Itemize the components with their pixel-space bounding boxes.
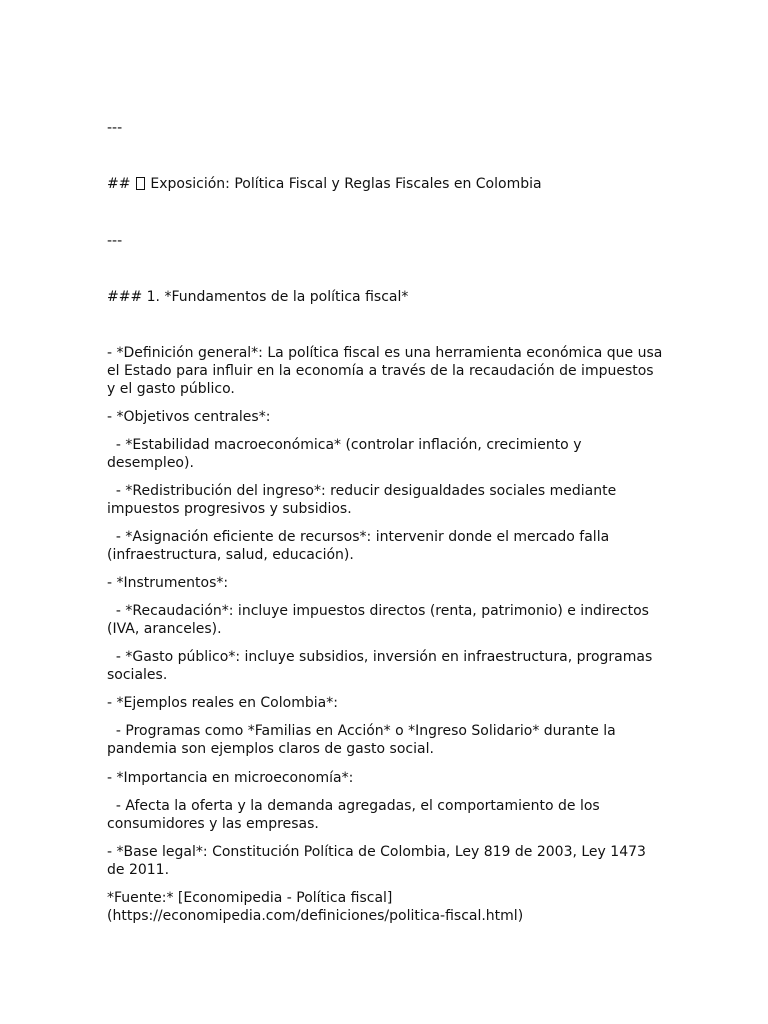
paragraph-redistribucion: - *Redistribución del ingreso*: reducir desigualdades sociales mediante impuestos progresivos y subsidios. — [107, 483, 621, 517]
section-heading — [107, 175, 663, 193]
heading-prefix: ## — [107, 176, 135, 192]
paragraph-recaudacion: - *Recaudación*: incluye impuestos directos (renta, patrimonio) e indirectos (IVA, aranceles). — [107, 603, 654, 637]
heading-text: Exposición: Política Fiscal y Reglas Fiscales en Colombia — [145, 176, 542, 192]
paragraph-definicion-general: - *Definición general*: La política fiscal es una herramienta económica que usa el Estado para influir en la economía a través de la recaudación de impuestos y el gasto público. — [107, 345, 667, 397]
paragraph-programas: - Programas como *Familias en Acción* o *Ingreso Solidario* durante la pandemia son ejemplos claros de gasto social. — [107, 723, 621, 757]
paragraph-importancia: - *Importancia en microeconomía*: — [107, 770, 354, 786]
paragraph-base-legal: - *Base legal*: Constitución Política de Colombia, Ley 819 de 2003, Ley 1473 de 2011. — [107, 844, 651, 878]
paragraph-fuente: *Fuente:* [Economipedia - Política fiscal](https://economipedia.com/definiciones/politica-fiscal.html) — [107, 890, 524, 924]
paragraph-oferta-demanda: - Afecta la oferta y la demanda agregadas, el comportamiento de los consumidores y las empresas. — [107, 798, 605, 832]
separator-line: --- — [107, 233, 123, 249]
paragraph-gasto-publico: - *Gasto público*: incluye subsidios, inversión en infraestructura, programas sociales. — [107, 649, 657, 683]
missing-glyph-icon — [136, 177, 145, 190]
paragraph-instrumentos: - *Instrumentos*: — [107, 575, 229, 591]
separator-line: --- — [107, 120, 123, 136]
paragraph-estabilidad: - *Estabilidad macroeconómica* (controlar inflación, crecimiento y desempleo). — [107, 437, 586, 471]
subsection-heading: ### 1. *Fundamentos de la política fiscal* — [107, 289, 409, 305]
paragraph-objetivos-centrales: - *Objetivos centrales*: — [107, 409, 271, 425]
paragraph-ejemplos-colombia: - *Ejemplos reales en Colombia*: — [107, 695, 338, 711]
paragraph-asignacion: - *Asignación eficiente de recursos*: intervenir donde el mercado falla (infraestructura, salud, educación). — [107, 529, 614, 563]
